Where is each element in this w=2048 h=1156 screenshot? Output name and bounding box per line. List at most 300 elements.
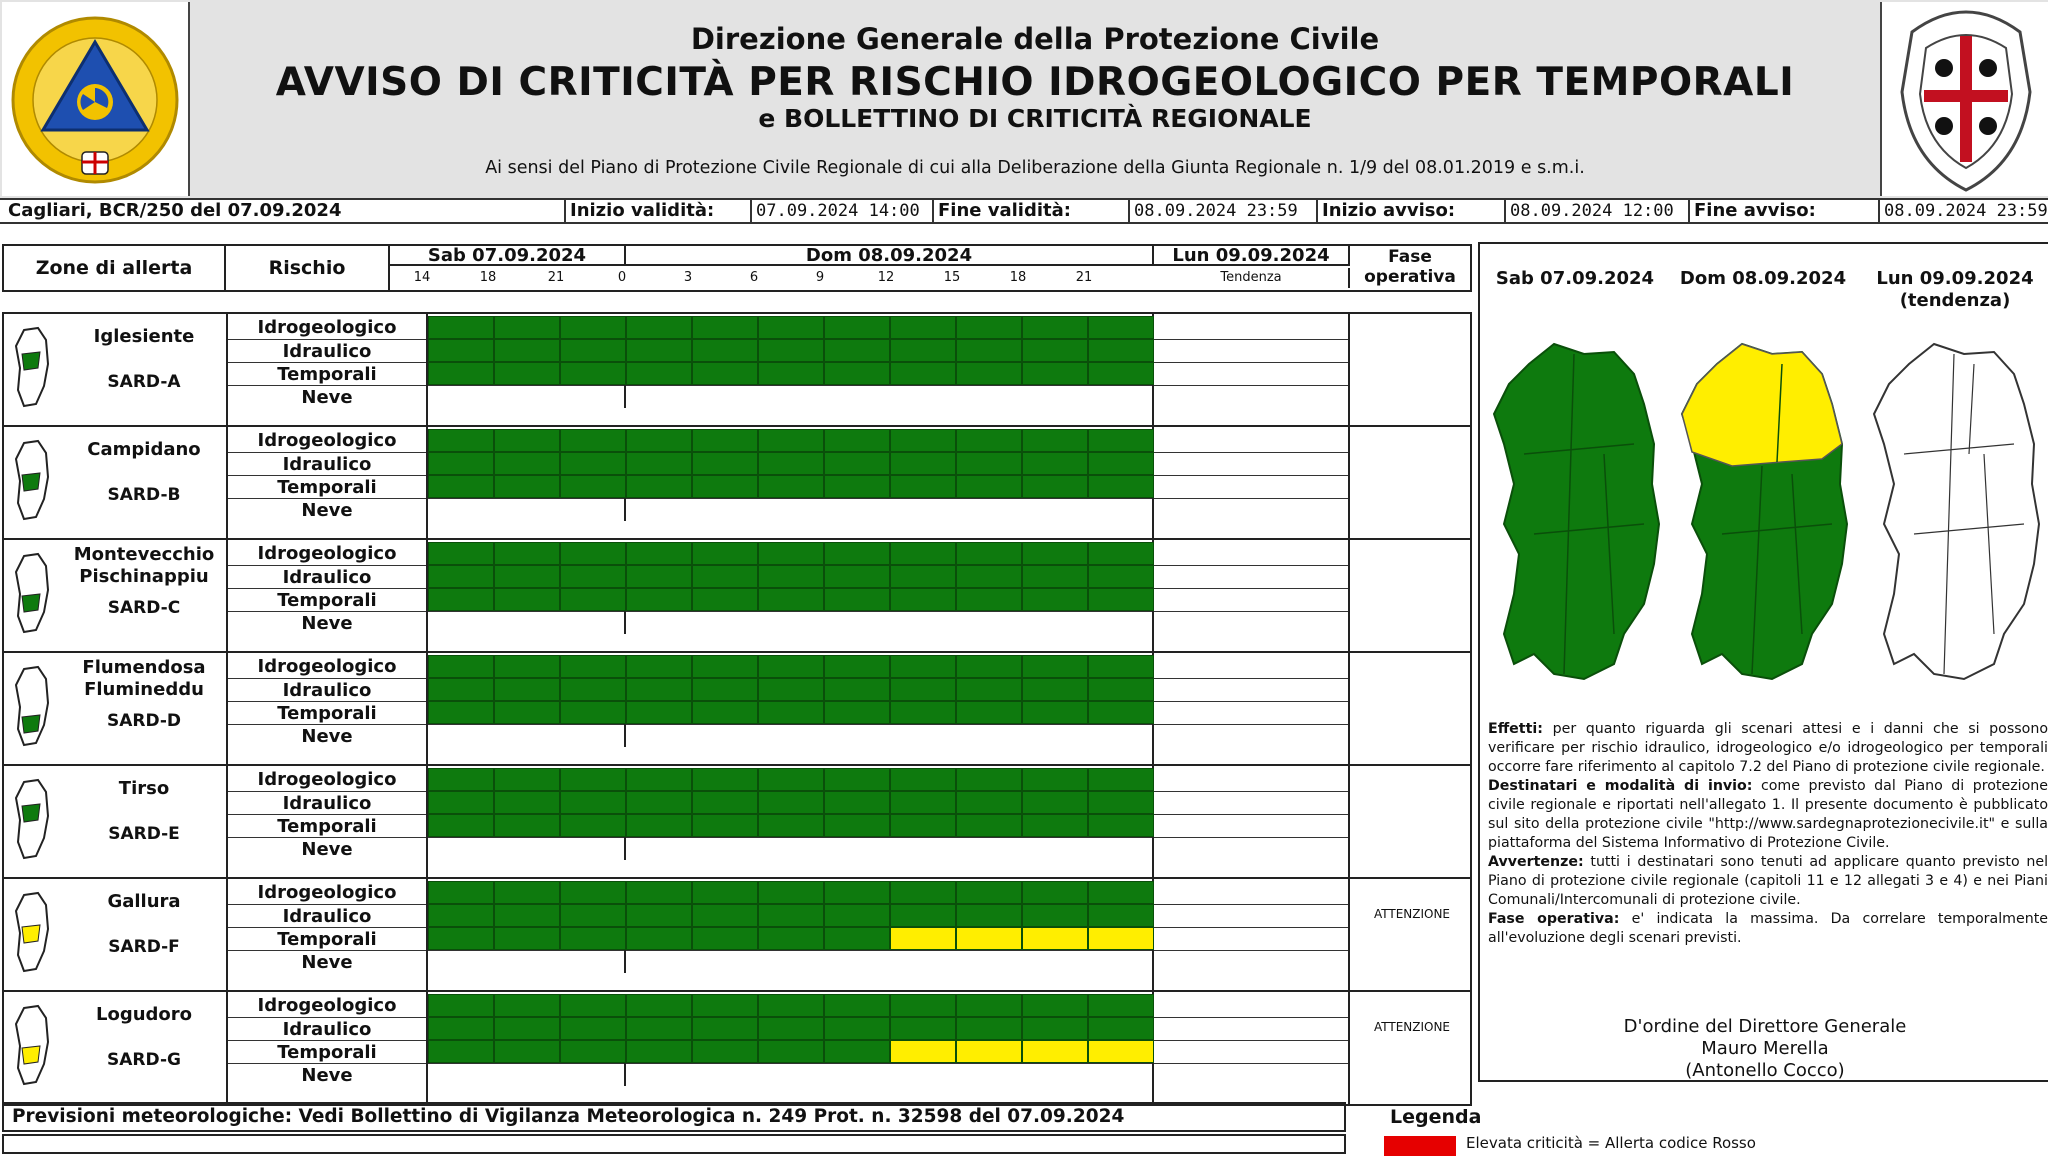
criticality-cell — [758, 904, 824, 927]
grid-divider — [624, 611, 626, 634]
criticality-cell — [494, 475, 560, 498]
effetti-label: Effetti: — [1488, 721, 1543, 737]
criticality-cell — [758, 339, 824, 362]
criticality-cell — [890, 316, 956, 339]
legend-red-label: Elevata criticità = Allerta codice Rosso — [1466, 1134, 1756, 1152]
criticality-cell — [494, 655, 560, 678]
risk-label: Idrogeologico — [257, 430, 397, 451]
criticality-cell — [1088, 475, 1154, 498]
criticality-cell — [758, 678, 824, 701]
risk-label: Temporali — [228, 927, 426, 950]
criticality-cell — [890, 904, 956, 927]
risk-label: Idraulico — [228, 904, 426, 927]
criticality-cell — [956, 1040, 1022, 1063]
risk-label: Idraulico — [228, 339, 426, 362]
criticality-cell — [824, 565, 890, 588]
direction-title: Direzione Generale della Protezione Civile — [690, 22, 1380, 56]
criticality-cell — [494, 678, 560, 701]
criticality-cell — [890, 655, 956, 678]
row-divider — [428, 498, 1152, 499]
time-tick: 15 — [943, 270, 961, 285]
criticality-cell — [824, 339, 890, 362]
tendenza-header: Tendenza — [1154, 268, 1350, 288]
criticality-cell — [1022, 655, 1088, 678]
criticality-cell — [758, 565, 824, 588]
criticality-cell — [956, 701, 1022, 724]
row-divider — [428, 724, 1152, 725]
avvertenze-label: Avvertenze: — [1488, 854, 1584, 870]
criticality-cell — [626, 655, 692, 678]
risk-label: Idraulico — [228, 791, 426, 814]
zone-map-icon — [12, 663, 52, 749]
sardinia-maps — [1480, 324, 2048, 694]
criticality-cell — [1022, 362, 1088, 385]
criticality-cell — [494, 768, 560, 791]
criticality-cell — [956, 339, 1022, 362]
criticality-cell — [494, 542, 560, 565]
criticality-cell — [428, 362, 494, 385]
notes-section — [1488, 720, 2048, 948]
criticality-cell — [428, 316, 494, 339]
zone-name: Montevecchio — [73, 544, 215, 565]
criticality-cell — [890, 791, 956, 814]
row-divider — [1154, 904, 1348, 905]
risk-label: Idraulico — [228, 678, 426, 701]
criticality-cell — [1022, 701, 1088, 724]
time-tick: 21 — [1075, 270, 1093, 285]
criticality-cell — [428, 881, 494, 904]
grid-divider — [624, 724, 626, 747]
criticality-cell — [692, 475, 758, 498]
criticality-cell — [1022, 678, 1088, 701]
avvertenze-text: tutti i destinatari sono tenuti ad applicare quanto previsto nel Piano di protezione civile regionale (capitoli 11 e 12 allegati 3 e 4) e nei Piani Comunali/Intercomunali di protezione civile. — [1488, 854, 2048, 908]
criticality-cell — [890, 565, 956, 588]
row-divider — [1154, 1040, 1348, 1041]
criticality-cell — [692, 452, 758, 475]
criticality-cell — [428, 701, 494, 724]
criticality-cell — [428, 339, 494, 362]
criticality-cell — [758, 588, 824, 611]
fase-operativa-value: ATTENZIONE — [1373, 1020, 1451, 1034]
criticality-cell — [956, 429, 1022, 452]
criticality-cell — [1022, 768, 1088, 791]
grid-divider — [1348, 879, 1350, 991]
criticality-cell — [692, 362, 758, 385]
criticality-cell — [1088, 429, 1154, 452]
notice-start-value: 08.09.2024 12:00 — [1506, 200, 1690, 222]
criticality-cell — [890, 429, 956, 452]
risk-label: Neve — [228, 724, 426, 747]
criticality-cell — [824, 655, 890, 678]
time-tick: 6 — [749, 270, 759, 285]
criticality-cell — [494, 904, 560, 927]
criticality-cell — [626, 316, 692, 339]
criticality-cell — [560, 588, 626, 611]
criticality-cell — [824, 429, 890, 452]
criticality-cell — [494, 565, 560, 588]
criticality-cell — [1088, 768, 1154, 791]
notice-start-label: Inizio avviso: — [1318, 200, 1506, 222]
criticality-cell — [626, 814, 692, 837]
criticality-cell — [824, 791, 890, 814]
day1-header: Sab 07.09.2024 — [390, 246, 626, 266]
criticality-cell — [494, 927, 560, 950]
row-divider — [1154, 362, 1348, 363]
criticality-cell — [560, 1040, 626, 1063]
criticality-cell — [890, 814, 956, 837]
legend-red-swatch — [1384, 1136, 1456, 1156]
criticality-cell — [758, 701, 824, 724]
zone-name: Tirso — [118, 778, 170, 799]
criticality-cell — [1088, 542, 1154, 565]
criticality-cell — [494, 316, 560, 339]
criticality-cell — [956, 475, 1022, 498]
criticality-cell — [890, 339, 956, 362]
criticality-cell — [758, 655, 824, 678]
criticality-cell — [1022, 588, 1088, 611]
criticality-cell — [1088, 904, 1154, 927]
day2-header: Dom 08.09.2024 — [626, 246, 1154, 266]
criticality-cell — [824, 701, 890, 724]
criticality-cell — [560, 768, 626, 791]
criticality-cell — [428, 994, 494, 1017]
criticality-cell — [428, 1040, 494, 1063]
validity-end-value: 08.09.2024 23:59 — [1130, 200, 1318, 222]
zone-block — [2, 425, 1472, 541]
criticality-cell — [692, 429, 758, 452]
criticality-cell — [824, 542, 890, 565]
criticality-cell — [1088, 1017, 1154, 1040]
time-tick: 14 — [413, 270, 431, 285]
forecast-reference: Previsioni meteorologiche: Vedi Bollettino di Vigilanza Meteorologica n. 249 Prot. n. 32598 del 07.09.2024 — [2, 1102, 1346, 1132]
destinatari-text: come previsto dal Piano di protezione civile regionale e riportati nell'allegato 1. Il presente documento è pubblicato sul sito della protezione civile "http://www.sardegnaprotezionecivile.it" e sulla piattaforma del Sistema Informativo di Protezione Civile. — [1488, 778, 2048, 851]
criticality-cell — [956, 655, 1022, 678]
criticality-cell — [494, 339, 560, 362]
criticality-cell — [824, 588, 890, 611]
legend-title: Legenda — [1390, 1106, 1482, 1128]
row-divider — [1154, 565, 1348, 566]
criticality-cell — [560, 1017, 626, 1040]
risk-label: Idraulico — [228, 452, 426, 475]
criticality-cell — [758, 814, 824, 837]
criticality-cell — [824, 1017, 890, 1040]
criticality-cell — [1022, 791, 1088, 814]
page-title: AVVISO DI CRITICITÀ PER RISCHIO IDROGEOLOGICO PER TEMPORALI — [275, 60, 1795, 105]
criticality-cell — [1088, 362, 1154, 385]
criticality-cell — [428, 814, 494, 837]
criticality-cell — [1022, 927, 1088, 950]
destinatari-label: Destinatari e modalità di invio: — [1488, 778, 1753, 794]
criticality-cell — [824, 362, 890, 385]
criticality-cell — [428, 542, 494, 565]
criticality-cell — [626, 994, 692, 1017]
criticality-cell — [560, 339, 626, 362]
criticality-cell — [1022, 316, 1088, 339]
criticality-cell — [758, 1017, 824, 1040]
criticality-cell — [692, 994, 758, 1017]
criticality-cell — [692, 814, 758, 837]
validity-end-label: Fine validità: — [934, 200, 1130, 222]
time-tick: 9 — [815, 270, 825, 285]
risk-label: Temporali — [228, 362, 426, 385]
row-divider — [1154, 791, 1348, 792]
row-divider — [1154, 814, 1348, 815]
zone-map-icon — [12, 437, 52, 523]
criticality-cell — [560, 452, 626, 475]
criticality-cell — [824, 881, 890, 904]
row-divider — [1154, 1017, 1348, 1018]
zone-block — [2, 764, 1472, 880]
grid-divider — [1348, 992, 1350, 1104]
criticality-cell — [824, 768, 890, 791]
criticality-cell — [758, 429, 824, 452]
risk-label: Neve — [228, 837, 426, 860]
criticality-cell — [1088, 316, 1154, 339]
map-day2 — [1682, 344, 1847, 679]
zone-code: SARD-E — [108, 824, 180, 844]
zone-code: SARD-C — [107, 598, 181, 618]
criticality-cell — [824, 814, 890, 837]
criticality-cell — [626, 588, 692, 611]
criticality-cell — [1088, 994, 1154, 1017]
criticality-cell — [692, 927, 758, 950]
criticality-cell — [890, 452, 956, 475]
row-divider — [428, 385, 1152, 386]
row-divider — [1154, 385, 1348, 386]
criticality-cell — [956, 1017, 1022, 1040]
criticality-cell — [1022, 475, 1088, 498]
criticality-cell — [890, 768, 956, 791]
sardinia-coat-of-arms — [1880, 2, 2048, 196]
criticality-cell — [758, 362, 824, 385]
criticality-cell — [692, 791, 758, 814]
criticality-cell — [560, 927, 626, 950]
criticality-cell — [824, 316, 890, 339]
criticality-cell — [956, 542, 1022, 565]
criticality-cell — [428, 452, 494, 475]
row-divider — [1154, 678, 1348, 679]
page-subtitle: e BOLLETTINO DI CRITICITÀ REGIONALE — [758, 104, 1312, 133]
row-divider — [1154, 452, 1348, 453]
zone-code: SARD-G — [107, 1050, 181, 1070]
criticality-cell — [1022, 814, 1088, 837]
criticality-cell — [626, 791, 692, 814]
risk-label: Idrogeologico — [257, 317, 397, 338]
criticality-cell — [824, 1040, 890, 1063]
bulletin-info-row — [0, 200, 2048, 224]
zone-name-line2: Flumineddu — [84, 679, 204, 700]
fase-label: Fase operativa: — [1488, 911, 1620, 927]
zone-code: SARD-A — [107, 372, 181, 392]
effetti-text: per quanto riguarda gli scenari attesi e i danni che si possono verificare per rischio idraulico, idrogeologico e/o idrogeologico per temporali occorre fare riferimento al capitolo 7.2 del Piano di protezione civile regionale. — [1488, 721, 2048, 775]
criticality-cell — [428, 904, 494, 927]
criticality-cell — [758, 475, 824, 498]
criticality-cell — [494, 791, 560, 814]
row-divider — [428, 611, 1152, 612]
grid-divider — [624, 498, 626, 521]
criticality-cell — [824, 452, 890, 475]
criticality-cell — [428, 1017, 494, 1040]
criticality-cell — [1088, 339, 1154, 362]
criticality-cell — [758, 1040, 824, 1063]
criticality-cell — [692, 542, 758, 565]
zone-map-icon — [12, 550, 52, 636]
grid-divider — [1348, 540, 1350, 652]
grid-divider — [624, 385, 626, 408]
criticality-cell — [1088, 452, 1154, 475]
criticality-cell — [626, 678, 692, 701]
zone-name: Logudoro — [95, 1004, 193, 1025]
row-divider — [1154, 1063, 1348, 1064]
zone-code: SARD-B — [107, 485, 181, 505]
legal-reference: Ai sensi del Piano di Protezione Civile Regionale di cui alla Deliberazione della Giunta Regionale n. 1/9 del 08.01.2019 e s.m.i. — [485, 158, 1585, 178]
criticality-cell — [494, 701, 560, 724]
criticality-cell — [1022, 565, 1088, 588]
fase-operativa-value: ATTENZIONE — [1373, 907, 1451, 921]
criticality-cell — [692, 316, 758, 339]
zone-block — [2, 538, 1472, 654]
criticality-cell — [1088, 881, 1154, 904]
criticality-cell — [1088, 1040, 1154, 1063]
criticality-cell — [494, 429, 560, 452]
criticality-cell — [428, 475, 494, 498]
row-divider — [428, 837, 1152, 838]
criticality-cell — [626, 881, 692, 904]
map-day1-label: Sab 07.09.2024 — [1495, 268, 1655, 289]
row-divider — [1154, 927, 1348, 928]
criticality-cell — [626, 565, 692, 588]
criticality-cell — [824, 994, 890, 1017]
criticality-cell — [758, 316, 824, 339]
risk-label: Neve — [228, 498, 426, 521]
risk-label: Neve — [228, 385, 426, 408]
criticality-cell — [626, 768, 692, 791]
maps-panel — [1478, 242, 2048, 1082]
criticality-cell — [758, 791, 824, 814]
criticality-cell — [560, 881, 626, 904]
criticality-cell — [428, 791, 494, 814]
criticality-cell — [560, 791, 626, 814]
criticality-cell — [560, 362, 626, 385]
zone-code: SARD-D — [106, 711, 182, 731]
row-divider — [1154, 611, 1348, 612]
row-divider — [428, 950, 1152, 951]
criticality-cell — [890, 881, 956, 904]
criticality-cell — [494, 452, 560, 475]
notice-end-label: Fine avviso: — [1690, 200, 1880, 222]
criticality-cell — [626, 1017, 692, 1040]
criticality-cell — [890, 588, 956, 611]
criticality-cell — [1022, 339, 1088, 362]
criticality-cell — [1022, 1017, 1088, 1040]
criticality-cell — [956, 994, 1022, 1017]
zone-name-line2: Pischinappiu — [79, 566, 209, 587]
zone-block — [2, 990, 1472, 1106]
risk-label: Idrogeologico — [257, 656, 397, 677]
grid-divider — [1348, 427, 1350, 539]
zone-name: Flumendosa — [82, 657, 206, 678]
time-tick: 18 — [1009, 270, 1027, 285]
criticality-cell — [1088, 814, 1154, 837]
time-tick: 21 — [547, 270, 565, 285]
criticality-cell — [692, 678, 758, 701]
criticality-cell — [692, 565, 758, 588]
criticality-cell — [1022, 452, 1088, 475]
criticality-cell — [428, 655, 494, 678]
criticality-cell — [626, 904, 692, 927]
zone-map-icon — [12, 776, 52, 862]
criticality-cell — [824, 678, 890, 701]
risk-label: Idrogeologico — [257, 769, 397, 790]
criticality-cell — [956, 927, 1022, 950]
criticality-cell — [626, 542, 692, 565]
risk-label: Neve — [228, 611, 426, 634]
row-divider — [1154, 588, 1348, 589]
row-divider — [1154, 475, 1348, 476]
criticality-cell — [428, 565, 494, 588]
criticality-cell — [1088, 588, 1154, 611]
criticality-cell — [692, 588, 758, 611]
signature-line1: D'ordine del Direttore Generale — [1623, 1016, 1907, 1037]
criticality-cell — [428, 588, 494, 611]
criticality-cell — [560, 814, 626, 837]
criticality-cell — [692, 1040, 758, 1063]
criticality-cell — [890, 701, 956, 724]
criticality-cell — [956, 588, 1022, 611]
time-tick: 0 — [617, 270, 627, 285]
criticality-cell — [1088, 701, 1154, 724]
criticality-cell — [956, 452, 1022, 475]
grid-divider — [1348, 653, 1350, 765]
criticality-cell — [956, 881, 1022, 904]
fase-text: e' indicata la massima. Da correlare temporalmente all'evoluzione degli scenari previsti. — [1488, 911, 2048, 946]
validity-start-label: Inizio validità: — [566, 200, 752, 222]
risk-label: Idrogeologico — [257, 882, 397, 903]
criticality-cell — [1022, 542, 1088, 565]
criticality-cell — [428, 927, 494, 950]
criticality-cell — [494, 881, 560, 904]
criticality-cell — [560, 316, 626, 339]
risk-header: Rischio — [226, 246, 390, 290]
criticality-cell — [758, 768, 824, 791]
risk-label: Idrogeologico — [257, 995, 397, 1016]
bulletin-number: Cagliari, BCR/250 del 07.09.2024 — [4, 200, 566, 222]
grid-divider — [1348, 314, 1350, 426]
criticality-cell — [1022, 1040, 1088, 1063]
zones-header: Zone di allerta — [4, 246, 226, 290]
forecast-row-stub — [2, 1134, 1346, 1154]
row-divider — [1154, 339, 1348, 340]
criticality-cell — [560, 904, 626, 927]
zone-block — [2, 877, 1472, 993]
validity-start-value: 07.09.2024 14:00 — [752, 200, 934, 222]
risk-label: Temporali — [228, 475, 426, 498]
criticality-cell — [692, 701, 758, 724]
zone-map-icon — [12, 1002, 52, 1088]
time-tick: 3 — [683, 270, 693, 285]
criticality-cell — [824, 927, 890, 950]
criticality-cell — [956, 768, 1022, 791]
map-day1 — [1494, 344, 1659, 679]
criticality-cell — [626, 927, 692, 950]
criticality-cell — [494, 1040, 560, 1063]
zone-name: Campidano — [87, 439, 201, 460]
criticality-cell — [758, 927, 824, 950]
criticality-cell — [824, 904, 890, 927]
criticality-cell — [560, 429, 626, 452]
risk-label: Temporali — [228, 701, 426, 724]
criticality-cell — [494, 362, 560, 385]
